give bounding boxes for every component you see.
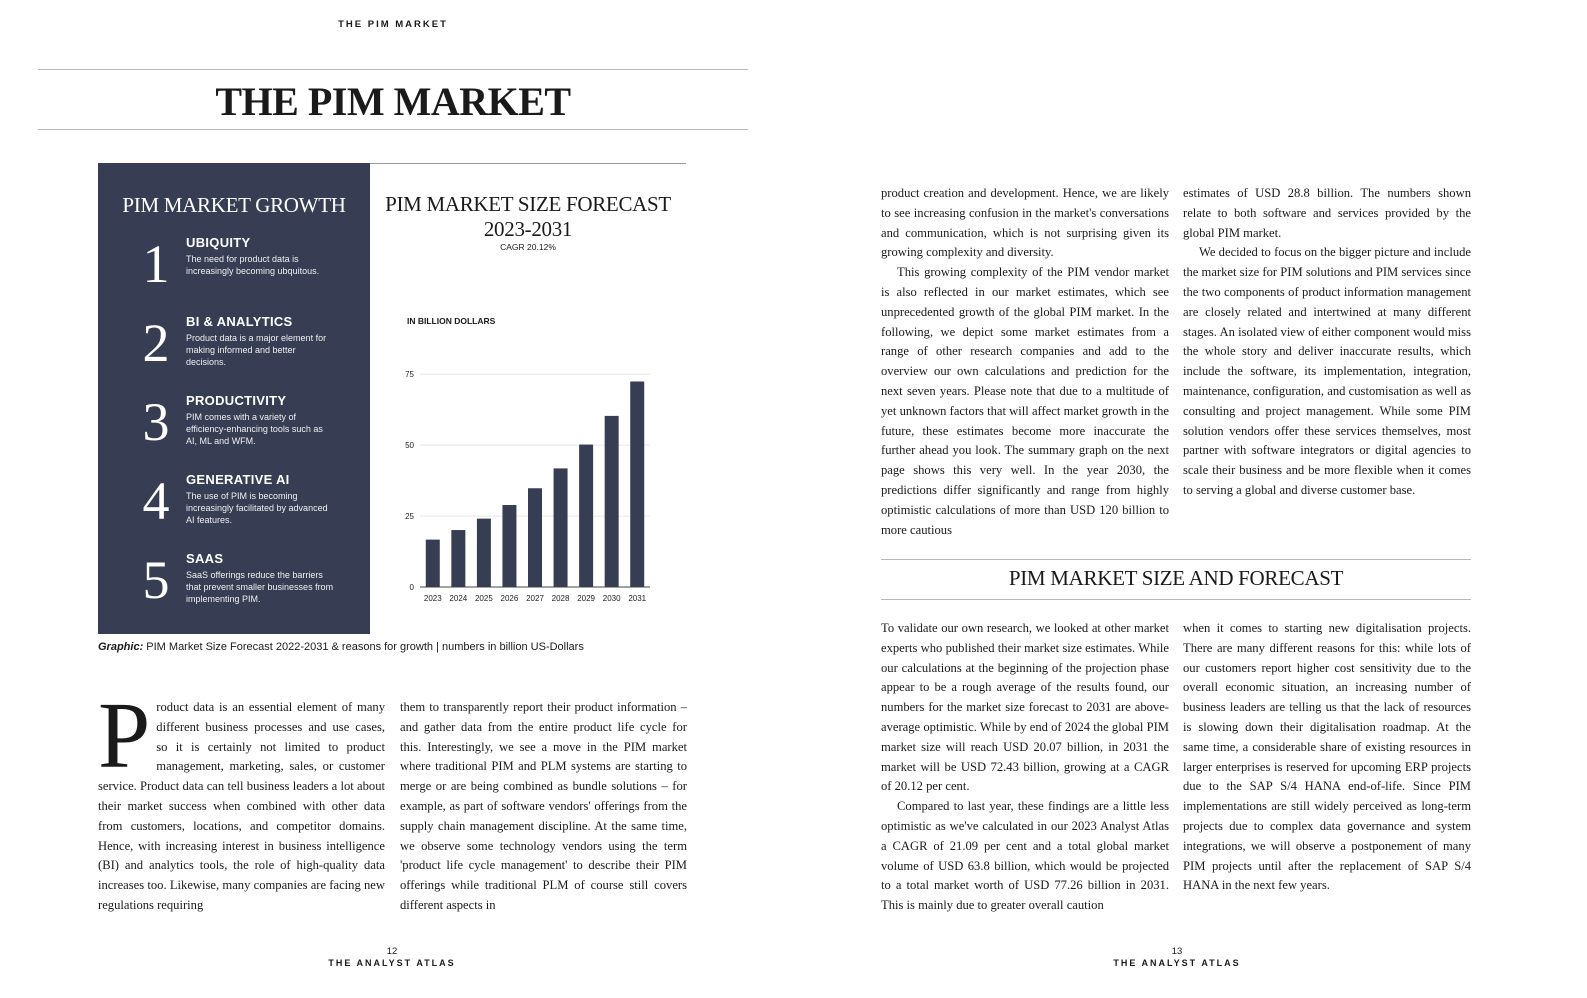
left-col2-text: them to transparently report their product information – and gather data from the entire product life cycle for this. Interestingly, we see a move in the PIM market where traditional PIM and PLM systems are starting to merge or are being combined as bundle solutions – for example, as part of software vendors' offerings from the supply chain management discipline. At the same time, we observe some technology vendors using the term 'product life cycle management' to describe their PIM offerings while traditional PLM of course still covers different aspects in — [400, 700, 687, 912]
growth-item-bi-analytics — [98, 314, 370, 390]
chart-title-line1: PIM MARKET SIZE FORECAST — [385, 192, 671, 216]
growth-item-ubiquity — [98, 235, 370, 311]
left-column-2 — [400, 698, 687, 916]
title-rule-bottom — [38, 129, 748, 130]
x-tick-label: 2025 — [474, 594, 493, 603]
right-column-4 — [1183, 619, 1471, 896]
publication-name: THE ANALYST ATLAS — [1113, 958, 1241, 968]
bar-2025 — [477, 519, 491, 587]
bar-2026 — [502, 505, 516, 587]
chart-subtitle: CAGR 20.12% — [500, 242, 556, 252]
right-column-1 — [881, 184, 1169, 540]
growth-panel — [98, 163, 370, 634]
bar-2023 — [426, 540, 440, 587]
growth-description: Product data is a major element for making informed and better decisions. — [186, 333, 327, 367]
x-tick-label: 2024 — [449, 594, 468, 603]
growth-number: 4 — [142, 471, 170, 531]
caption-text: PIM Market Size Forecast 2022-2031 & reasons for growth | numbers in billion US-Dollars — [143, 641, 584, 653]
left-col1-text: roduct data is an essential element of many different business processes and use cases, so it is certainly not limited to product management, marketing, sales, or customer service. Product data can tell business leaders a lot about their market success when combined with other data from customers, locations, and competitor domains. Hence, with increasing interest in business intelligence (BI) and analytics tools, the role of high-quality data increases too. Likewise, many companies are facing new regulations requiring — [98, 700, 385, 912]
growth-number: 1 — [142, 234, 170, 294]
growth-item-productivity — [98, 393, 370, 469]
bar-2030 — [605, 416, 619, 587]
right-column-2 — [1183, 184, 1471, 501]
footer-left — [242, 946, 542, 968]
bar-2031 — [630, 381, 644, 587]
right-col1-p2: This growing complexity of the PIM vendor market is also reflected in our market estimates, which see unprecedented growth of the global PIM market. In the following, we depict some market estimates from a range of other research companies and add to the overview our own calculations and prediction for the next seven years. Please note that due to a multitude of yet unknown factors that will affect market growth in the future, these estimates become more inaccurate the further ahead you look. The summary graph on the next page shows this very well. In the year 2030, the predictions differ significantly and range from highly optimistic calculations of more than USD 120 billion to more cautious — [881, 265, 1169, 537]
drop-cap: P — [98, 684, 151, 788]
growth-number: 5 — [142, 550, 170, 610]
page-number: 13 — [1171, 946, 1183, 957]
growth-heading: SAAS — [186, 551, 224, 566]
bar-2027 — [528, 488, 542, 587]
growth-item-saas — [98, 551, 370, 627]
section-rule-top — [881, 559, 1471, 560]
section-title: PIM MARKET SIZE AND FORECAST — [1008, 566, 1344, 590]
right-col2-p2: We decided to focus on the bigger picture and include the market size for PIM solutions and PIM services since the two components of product information management are closely related and intertwined at many different stages. An isolated view of either component would miss the whole story and deliver inaccurate results, which include the software, its implementation, integration, maintenance, configuration, and customisation as well as consulting and project management. While some PIM solution vendors offer these services themselves, most partner with software integrators or digital agencies to scale their business and be more flexible when it comes to serving a global and diverse customer base. — [1183, 245, 1471, 497]
chart-y-unit-label: IN BILLION DOLLARS — [407, 316, 496, 326]
growth-heading: BI & ANALYTICS — [186, 314, 293, 329]
figure-caption — [98, 641, 584, 653]
growth-number: 2 — [142, 313, 170, 373]
growth-description: The use of PIM is becoming increasingly facilitated by advanced AI features. — [186, 491, 328, 525]
forecast-bar-chart — [392, 360, 662, 610]
growth-description: The need for product data is increasingly becoming ubquitous. — [186, 254, 320, 276]
section-rule-bottom — [881, 599, 1471, 600]
y-tick-label: 0 — [409, 583, 414, 592]
right-col4-p1: when it comes to starting new digitalisation projects. There are many different reasons for this: while lots of our customers report higher cost sensitivity due to the overall economic situation, an increasing number of business leaders are telling us that the lack of resources is slowing down their digitalisation roadmap. At the same time, a considerable share of existing resources in larger enterprises is reserved for upcoming ERP projects due to the SAP S/4 HANA end-of-life. Since PIM implementations are still widely perceived as long-term projects due to complex data governance and system integrations, we will observe a postponement of many PIM projects until after the replacement of SAP S/4 HANA in the next few years. — [1183, 621, 1471, 893]
growth-number: 3 — [142, 392, 170, 452]
x-tick-label: 2023 — [423, 594, 442, 603]
right-col1-p1: product creation and development. Hence, we are likely to see increasing confusion in the market's conversations and communication, which is not surprising given its growing complexity and diversity. — [881, 186, 1169, 260]
growth-description: SaaS offerings reduce the barriers that prevent smaller businesses from implementing PIM. — [186, 570, 334, 604]
page-number: 12 — [386, 946, 398, 957]
growth-description: PIM comes with a variety of efficiency-enhancing tools such as AI, ML and WFM. — [186, 412, 323, 446]
right-col2-p1: estimates of USD 28.8 billion. The numbers shown relate to both software and services provided by the global PIM market. — [1183, 186, 1471, 240]
growth-heading: PRODUCTIVITY — [186, 393, 287, 408]
x-tick-label: 2030 — [602, 594, 621, 603]
x-tick-label: 2031 — [628, 594, 647, 603]
footer-right — [1027, 946, 1327, 968]
growth-title: PIM MARKET GROWTH — [122, 193, 346, 217]
right-col3-p1: To validate our own research, we looked at other market experts who published their market size estimates. While our calculations at the beginning of the projection phase appear to be a rough average of the results found, our numbers for the market size forecast to 2031 are above-average optimistic. While by end of 2024 the global PIM market size will reach USD 20.07 billion, in 2031 the market will be USD 72.43 billion, growing at a CAGR of 20.12 per cent. — [881, 621, 1169, 794]
chart-top-rule — [370, 163, 686, 164]
caption-label: Graphic: — [98, 641, 144, 653]
y-tick-label: 25 — [405, 512, 414, 522]
y-tick-label: 50 — [405, 441, 414, 451]
growth-heading: GENERATIVE AI — [186, 472, 290, 487]
x-tick-label: 2028 — [551, 594, 570, 603]
running-head: THE PIM MARKET — [338, 19, 448, 30]
right-col3-p2: Compared to last year, these findings are a little less optimistic as we've calculated in our 2023 Analyst Atlas a CAGR of 21.09 per cent and a total global market volume of USD 63.8 billion, which would be projected to a total market worth of USD 77.26 billion in 2031. This is mainly due to greater overall caution — [881, 799, 1169, 913]
page-title: THE PIM MARKET — [215, 79, 571, 124]
bar-2024 — [451, 530, 465, 587]
x-tick-label: 2029 — [577, 594, 596, 603]
publication-name: THE ANALYST ATLAS — [328, 958, 456, 968]
left-column-1 — [98, 684, 385, 916]
y-tick-label: 75 — [405, 370, 414, 380]
bar-2029 — [579, 445, 593, 587]
title-rule-top — [38, 69, 748, 70]
x-tick-label: 2027 — [526, 594, 544, 603]
right-column-3 — [881, 619, 1169, 916]
chart-title — [370, 192, 686, 242]
growth-heading: UBIQUITY — [186, 235, 251, 250]
x-tick-label: 2026 — [500, 594, 519, 603]
chart-title-line2: 2023-2031 — [483, 217, 573, 241]
bar-2028 — [554, 468, 568, 587]
growth-item-generative-ai — [98, 472, 370, 548]
